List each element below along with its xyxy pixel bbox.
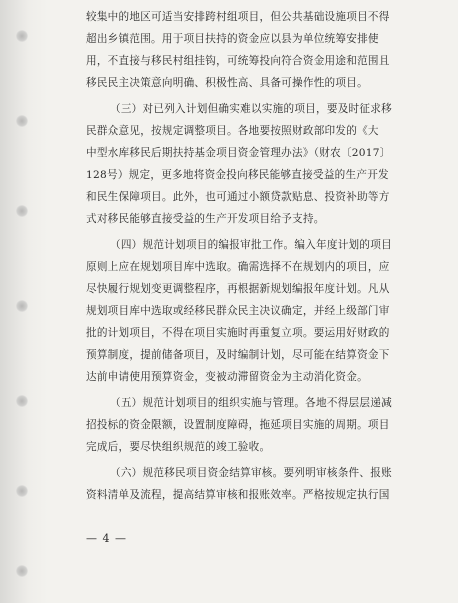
text-line: 中型水库移民后期扶持基金项目资金管理办法》（财农〔2017〕: [86, 147, 391, 159]
text-line: 资料清单及流程，提高结算审核和报账效率。严格按规定执行国: [86, 489, 390, 501]
text-line: 移民民主决策意向明确、积极性高、具备可操作性的项目。: [86, 77, 368, 89]
binding-hole: [16, 565, 28, 577]
binding-hole: [16, 205, 28, 217]
text-line: 民群众意见，按规定调整项目。各地要按照财政部印发的《大: [86, 125, 379, 137]
text-line: （五）规范计划项目的组织实施与管理。各地不得层层递减: [110, 397, 392, 409]
text-line: 达前申请使用预算资金，变被动滞留资金为主动消化资金。: [86, 371, 368, 383]
text-line: 用，不直接与移民村组挂钩，可统筹投向符合资金用途和范围且: [86, 55, 390, 67]
text-line: （四）规范计划项目的编报审批工作。编入年度计划的项目: [110, 239, 392, 251]
text-line: 较集中的地区可适当安排跨村组项目，但公共基础设施项目不得: [86, 11, 390, 23]
text-line: 原则上应在规划项目库中选取。确需选择不在规划内的项目，应: [86, 261, 390, 273]
text-line: 128号）规定，更多地将资金投向移民能够直接受益的生产开发: [86, 169, 389, 181]
text-line: 预算制度，提前储备项目，及时编制计划，尽可能在结算资金下: [86, 349, 390, 361]
text-line: 规划项目库中选取或经移民群众民主决议确定，并经上级部门审: [86, 305, 390, 317]
binding-hole: [16, 300, 28, 312]
binding-hole: [16, 485, 28, 497]
text-line: 尽快履行规划变更调整程序，再根据新规划编报年度计划。凡从: [86, 283, 390, 295]
text-line: （三）对已列入计划但确实难以实施的项目，要及时征求移: [110, 103, 392, 115]
binding-hole: [16, 30, 28, 42]
binding-hole: [16, 115, 28, 127]
text-line: （六）规范移民项目资金结算审核。要列明审核条件、报账: [110, 467, 392, 479]
binding-hole: [16, 395, 28, 407]
text-line: 招投标的资金限额，设置制度障碍，拖延项目实施的周期。项目: [86, 419, 390, 431]
page-number: — 4 —: [86, 532, 127, 545]
text-line: 完成后，要尽快组织规范的竣工验收。: [86, 441, 271, 453]
text-line: 和民生保障项目。此外，也可通过小额贷款贴息、投资补助等方: [86, 191, 390, 203]
text-line: 式对移民能够直接受益的生产开发项目给予支持。: [86, 213, 325, 225]
text-line: 超出乡镇范围。用于项目扶持的资金应以县为单位统筹安排使: [86, 33, 379, 45]
text-line: 批的计划项目，不得在项目实施时再重复立项。要运用好财政的: [86, 327, 390, 339]
binding-holes: [14, 0, 34, 603]
